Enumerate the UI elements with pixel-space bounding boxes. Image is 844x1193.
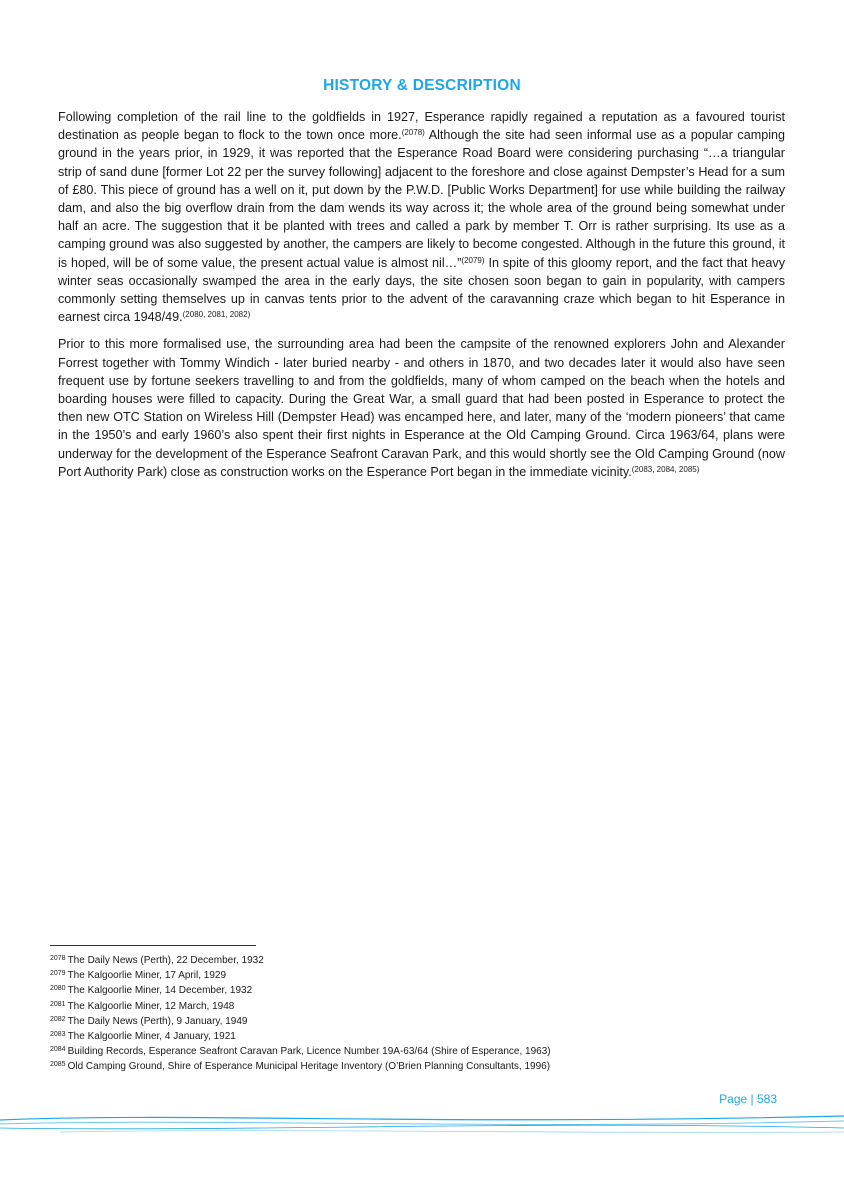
wave-line bbox=[0, 1121, 844, 1124]
paragraph-1-text-c: In spite of this gloomy report, and the fact that heavy winter seas occasionally swamped the area in the early days, the site chosen soon began to gain in popularity, with campers commonly setting themselves up in canvas tents prior to the advent of the caravanning craze which began to hit Esperance in earnest circa 1948/49. bbox=[58, 255, 785, 325]
paragraph-2 bbox=[58, 335, 785, 481]
paragraph-1-text-b: Although the site had seen informal use as a popular camping ground in the years prior, in 1929, it was reported that the Esperance Road Board were considering purchasing “…a triangular strip of sand dune [former Lot 22 per the survey following] adjacent to the foreshore and close against Dempster’s Head for a sum of £80. This piece of ground has a well on it, put down by the P.W.D. [Public Works Department] for use while building the railway dam, and also the big overflow drain from the dam wends its way across it; the whole area of the ground being somewhat under half an acre. The suggestion that it be planted with trees and called a park by member T. Orr is rather surprising. Its use as a camping ground was also suggested by another, the campers are likely to become congested. Although in the future this ground, it is hoped, will be of some value, the present actual value is almost nil…” bbox=[58, 128, 785, 270]
footnote-number: 2082 bbox=[50, 1015, 66, 1023]
citation-ref: (2079) bbox=[461, 255, 485, 265]
footnote-number: 2080 bbox=[50, 985, 66, 993]
footnote-number: 2085 bbox=[50, 1061, 66, 1069]
footnote-text: The Daily News (Perth), 22 December, 1932 bbox=[67, 955, 264, 966]
citation-ref: (2083, 2084, 2085) bbox=[631, 464, 700, 474]
footnote-text: The Kalgoorlie Miner, 12 March, 1948 bbox=[67, 1000, 235, 1012]
page-title: HISTORY & DESCRIPTION bbox=[323, 77, 521, 94]
wave-line bbox=[60, 1131, 844, 1133]
footnote-text: The Kalgoorlie Miner, 4 January, 1921 bbox=[67, 1031, 236, 1043]
footnote-divider bbox=[50, 945, 256, 946]
page-number: Page | 583 bbox=[719, 1092, 777, 1106]
paragraph-1-text-a: Following completion of the rail line to the goldfields in 1927, Esperance rapidly regained a reputation as a favoured tourist destination as people began to flock to the town once more. bbox=[58, 110, 785, 143]
footnote-number: 2078 bbox=[50, 955, 66, 962]
footnote-number: 2081 bbox=[50, 1000, 66, 1008]
wave-decoration bbox=[0, 1108, 844, 1138]
footnote-item bbox=[50, 1014, 790, 1029]
footnote-number: 2079 bbox=[50, 970, 66, 978]
footnote-number: 2083 bbox=[50, 1031, 66, 1039]
footnote-text: The Daily News (Perth), 9 January, 1949 bbox=[67, 1015, 248, 1027]
footnote-item bbox=[50, 1044, 790, 1059]
footnote-item bbox=[50, 1059, 790, 1074]
footnotes bbox=[50, 953, 790, 1075]
body-text bbox=[58, 108, 785, 490]
footnote-item bbox=[50, 953, 790, 968]
wave-line bbox=[0, 1116, 844, 1120]
footnote-text: The Kalgoorlie Miner, 17 April, 1929 bbox=[67, 970, 227, 982]
footnote-text: Old Camping Ground, Shire of Esperance Municipal Heritage Inventory (O’Brien Planning Consultants, 1996) bbox=[67, 1061, 551, 1073]
footnote-text: The Kalgoorlie Miner, 14 December, 1932 bbox=[67, 985, 253, 997]
paragraph-2-text: Prior to this more formalised use, the surrounding area had been the campsite of the renowned explorers John and Alexander Forrest together with Tommy Windich - later buried nearby - and others in 1870, and two decades later it would also have seen frequent use by fortune seekers travelling to and from the goldfields, many of whom camped on the beach when the hotels and boarding houses were filled to capacity. During the Great War, a small guard that had been posted in Esperance to protect the then new OTC Station on Wireless Hill (Dempster Head) was encamped here, and later, many of the ‘modern pioneers’ that came in the 1950’s and early 1960’s also spent their first nights in Esperance at the Old Camping Ground. Circa 1963/64, plans were underway for the development of the Esperance Seafront Caravan Park, and this would shortly see the Old Camping Ground (now Port Authority Park) close as construction works on the Esperance Port began in the immediate vicinity. bbox=[58, 337, 785, 479]
footnote-item bbox=[50, 983, 790, 998]
footnote-item bbox=[50, 999, 790, 1014]
wave-line bbox=[0, 1125, 844, 1129]
footnote-number: 2084 bbox=[50, 1046, 66, 1054]
footnote-text: Building Records, Esperance Seafront Caravan Park, Licence Number 19A-63/64 (Shire of Esperance, 1963) bbox=[67, 1046, 551, 1058]
footnote-item bbox=[50, 968, 790, 983]
citation-ref: (2080, 2081, 2082) bbox=[182, 310, 251, 320]
paragraph-1 bbox=[58, 108, 785, 326]
citation-ref: (2078) bbox=[401, 128, 425, 138]
footnote-item bbox=[50, 1029, 790, 1044]
